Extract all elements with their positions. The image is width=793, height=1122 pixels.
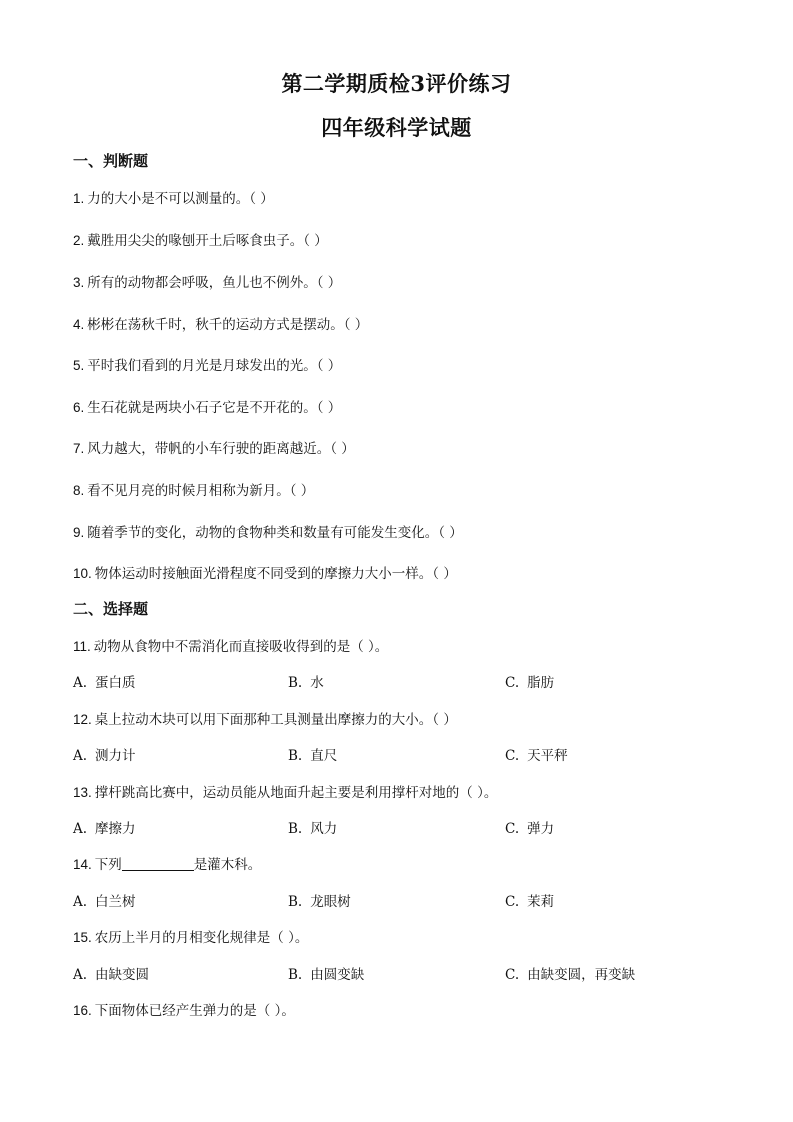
question-text: 彬彬在荡秋千时，秋千的运动方式是摆动。（ ） xyxy=(87,317,369,333)
question-8 xyxy=(73,479,314,499)
question-text: 撑杆跳高比赛中，运动员能从地面升起主要是利用撑杆对地的（ ）。 xyxy=(94,785,498,801)
question-13 xyxy=(73,781,497,801)
option-c: C. 弹力 xyxy=(505,821,555,837)
question-16 xyxy=(73,999,295,1019)
question-number: 3. xyxy=(73,275,85,290)
question-text-after: 是灌木科。 xyxy=(193,857,262,873)
question-text: 随着季节的变化，动物的食物种类和数量有可能发生变化。（ ） xyxy=(87,525,463,541)
question-number: 11. xyxy=(73,639,91,654)
options-14 xyxy=(73,890,733,910)
question-number: 2. xyxy=(73,233,85,248)
question-number: 1. xyxy=(73,191,85,206)
section-heading-true-false: 一、判断题 xyxy=(73,152,149,170)
question-text: 戴胜用尖尖的喙刨开土后啄食虫子。（ ） xyxy=(87,233,328,249)
question-text: 生石花就是两块小石子它是不开花的。（ ） xyxy=(87,400,342,416)
question-number: 13. xyxy=(73,785,92,800)
question-number: 16. xyxy=(73,1003,92,1018)
option-c: C. 脂肪 xyxy=(505,675,555,691)
question-text: 桌上拉动木块可以用下面那种工具测量出摩擦力的大小。（ ） xyxy=(94,712,457,728)
question-number: 6. xyxy=(73,400,85,415)
question-text: 力的大小是不可以测量的。（ ） xyxy=(87,191,274,207)
option-a: A. 由缺变圆 xyxy=(73,967,150,983)
option-b: B. 龙眼树 xyxy=(288,894,351,910)
page-subtitle: 四年级科学试题 xyxy=(321,115,472,140)
options-12 xyxy=(73,744,733,764)
question-9 xyxy=(73,521,463,541)
question-number: 7. xyxy=(73,441,85,456)
section-heading-multiple-choice: 二、选择题 xyxy=(73,600,149,618)
option-c: C. 茉莉 xyxy=(505,894,555,910)
question-number: 12. xyxy=(73,712,92,727)
question-text: 动物从食物中不需消化而直接吸收得到的是（ ）。 xyxy=(93,639,389,655)
question-1 xyxy=(73,187,274,207)
question-12 xyxy=(73,708,457,728)
question-number: 8. xyxy=(73,483,85,498)
option-c: C. 由缺变圆，再变缺 xyxy=(505,967,636,983)
question-7 xyxy=(73,437,355,457)
option-a: A. 测力计 xyxy=(73,748,136,764)
options-13 xyxy=(73,817,733,837)
question-text-before: 下列 xyxy=(94,857,122,873)
option-c: C. 天平秤 xyxy=(505,748,568,764)
question-6 xyxy=(73,396,341,416)
options-11 xyxy=(73,671,733,691)
page-title: 第二学期质检3评价练习 xyxy=(281,71,512,96)
question-number: 14. xyxy=(73,857,92,872)
option-b: B. 水 xyxy=(288,675,324,691)
fill-in-blank xyxy=(122,856,194,871)
question-5 xyxy=(73,354,341,374)
question-14 xyxy=(73,853,261,873)
question-text: 物体运动时接触面光滑程度不同受到的摩擦力大小一样。（ ） xyxy=(94,566,457,582)
option-b: B. 风力 xyxy=(288,821,338,837)
option-a: A. 白兰树 xyxy=(73,894,136,910)
question-text: 看不见月亮的时候月相称为新月。（ ） xyxy=(87,483,315,499)
option-b: B. 由圆变缺 xyxy=(288,967,365,983)
question-text: 风力越大，带帆的小车行驶的距离越近。（ ） xyxy=(87,441,355,457)
option-a: A. 蛋白质 xyxy=(73,675,136,691)
option-a: A. 摩擦力 xyxy=(73,821,136,837)
question-3 xyxy=(73,271,341,291)
question-11 xyxy=(73,635,388,655)
question-2 xyxy=(73,229,328,249)
question-number: 5. xyxy=(73,358,85,373)
question-number: 9. xyxy=(73,525,85,540)
question-text: 农历上半月的月相变化规律是（ ）。 xyxy=(94,930,309,946)
question-text: 所有的动物都会呼吸，鱼儿也不例外。（ ） xyxy=(87,275,342,291)
question-number: 4. xyxy=(73,317,85,332)
option-b: B. 直尺 xyxy=(288,748,338,764)
question-15 xyxy=(73,926,308,946)
question-text: 下面物体已经产生弹力的是（ ）。 xyxy=(94,1003,295,1019)
question-text: 平时我们看到的月光是月球发出的光。（ ） xyxy=(87,358,342,374)
question-4 xyxy=(73,313,368,333)
question-number: 10. xyxy=(73,566,92,581)
options-15 xyxy=(73,963,733,983)
question-10 xyxy=(73,562,457,582)
question-number: 15. xyxy=(73,930,92,945)
